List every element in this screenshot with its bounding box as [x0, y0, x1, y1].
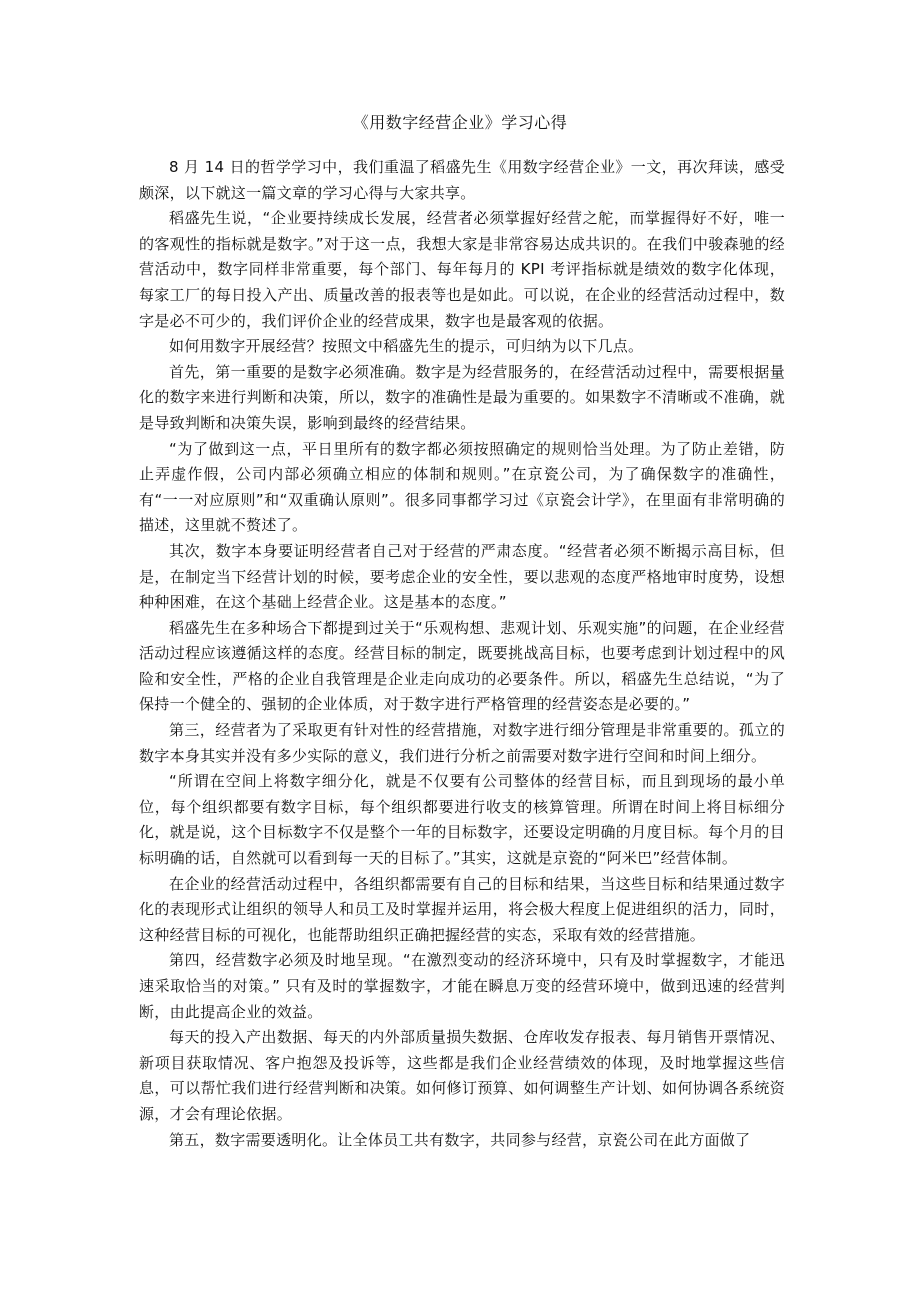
paragraph: 稻盛先生说，“企业要持续成长发展，经营者必须掌握好经营之舵，而掌握得好不好，唯一的客观性的指标就是数字。”对于这一点，我想大家是非常容易达成共识的。在我们中骏森驰的经营活动中，数字同样非常重要，每个部门、每年每月的 KPI 考评指标就是绩效的数字化体现，每家工厂的每日投入产出、质量改善的报表等也是如此。可以说，在企业的经营活动过程中，数字是必不可少的，我们评价企业的经营成果，数字也是最客观的依据。 [139, 209, 785, 330]
paragraph: 第四，经营数字必须及时地呈现。“在激烈变动的经济环境中，只有及时掌握数字，才能迅速采取恰当的对策。” 只有及时的掌握数字，才能在瞬息万变的经营环境中，做到迅速的经营判断，由此提高企业的效益。 [139, 951, 785, 1021]
paragraph: 其次，数字本身要证明经营者自己对于经营的严肃态度。“经营者必须不断揭示高目标，但是，在制定当下经营计划的时候，要考虑企业的安全性，要以悲观的态度严格地审时度势，设想种种困难，在这个基础上经营企业。这是基本的态度。” [139, 541, 785, 612]
paragraph: 每天的投入产出数据、每天的内外部质量损失数据、仓库收发存报表、每月销售开票情况、新项目获取情况、客户抱怨及投诉等，这些都是我们企业经营绩效的体现，及时地掌握这些信息，可以帮忙我们进行经营判断和决策。如何修订预算、如何调整生产计划、如何协调各系统资源，才会有理论依据。 [139, 1028, 785, 1123]
paragraph: 8 月 14 日的哲学学习中，我们重温了稻盛先生《用数字经营企业》一文，再次拜读，感受颇深，以下就这一篇文章的学习心得与大家共享。 [139, 158, 785, 202]
paragraph: 在企业的经营活动过程中，各组织都需要有自己的目标和结果，当这些目标和结果通过数字化的表现形式让组织的领导人和员工及时掌握并运用，将会极大程度上促进组织的活力，同时，这种经营目标的可视化，也能帮助组织正确把握经营的实态，采取有效的经营措施。 [139, 874, 785, 944]
paragraph: 稻盛先生在多种场合下都提到过关于“乐观构想、悲观计划、乐观实施”的问题，在企业经营活动过程应该遵循这样的态度。经营目标的制定，既要挑战高目标，也要考虑到计划过程中的风险和安全性，严格的企业自我管理是企业走向成功的必要条件。所以，稻盛先生总结说，“为了保持一个健全的、强韧的企业体质，对于数字进行严格管理的经营姿态是必要的。” [139, 618, 785, 714]
paragraph: 首先，第一重要的是数字必须准确。数字是为经营服务的，在经营活动过程中，需要根据量化的数字来进行判断和决策，所以，数字的准确性是最为重要的。如果数字不清晰或不准确，就是导致判断和决策失误，影响到最终的经营结果。 [139, 362, 785, 432]
paragraph: “所谓在空间上将数字细分化，就是不仅要有公司整体的经营目标，而且到现场的最小单位，每个组织都要有数字目标，每个组织都要进行收支的核算管理。所谓在时间上将目标细分化，就是说，这个目标数字不仅是整个一年的目标数字，还要设定明确的月度目标。每个月的目标明确的话，自然就可以看到每一天的目标了。”其实，这就是京瓷的“阿米巴”经营体制。 [139, 772, 785, 868]
document-title: 《用数字经营企业》学习心得 [352, 113, 568, 132]
paragraph: “为了做到这一点，平日里所有的数字都必须按照确定的规则恰当处理。为了防止差错，防止弄虚作假，公司内部必须确立相应的体制和规则。”在京瓷公司，为了确保数字的准确性，有“一一对应原则”和“双重确认原则”。很多同事都学习过《京瓷会计学》，在里面有非常明确的描述，这里就不赘述了。 [139, 439, 785, 535]
document-body [139, 155, 785, 1153]
paragraph: 第五，数字需要透明化。让全体员工共有数字，共同参与经营，京瓷公司在此方面做了 [169, 1130, 751, 1149]
paragraph: 如何用数字开展经营？按照文中稻盛先生的提示，可归纳为以下几点。 [169, 337, 644, 356]
paragraph: 第三，经营者为了采取更有针对性的经营措施，对数字进行细分管理是非常重要的。孤立的数字本身其实并没有多少实际的意义，我们进行分析之前需要对数字进行空间和时间上细分。 [139, 721, 785, 765]
